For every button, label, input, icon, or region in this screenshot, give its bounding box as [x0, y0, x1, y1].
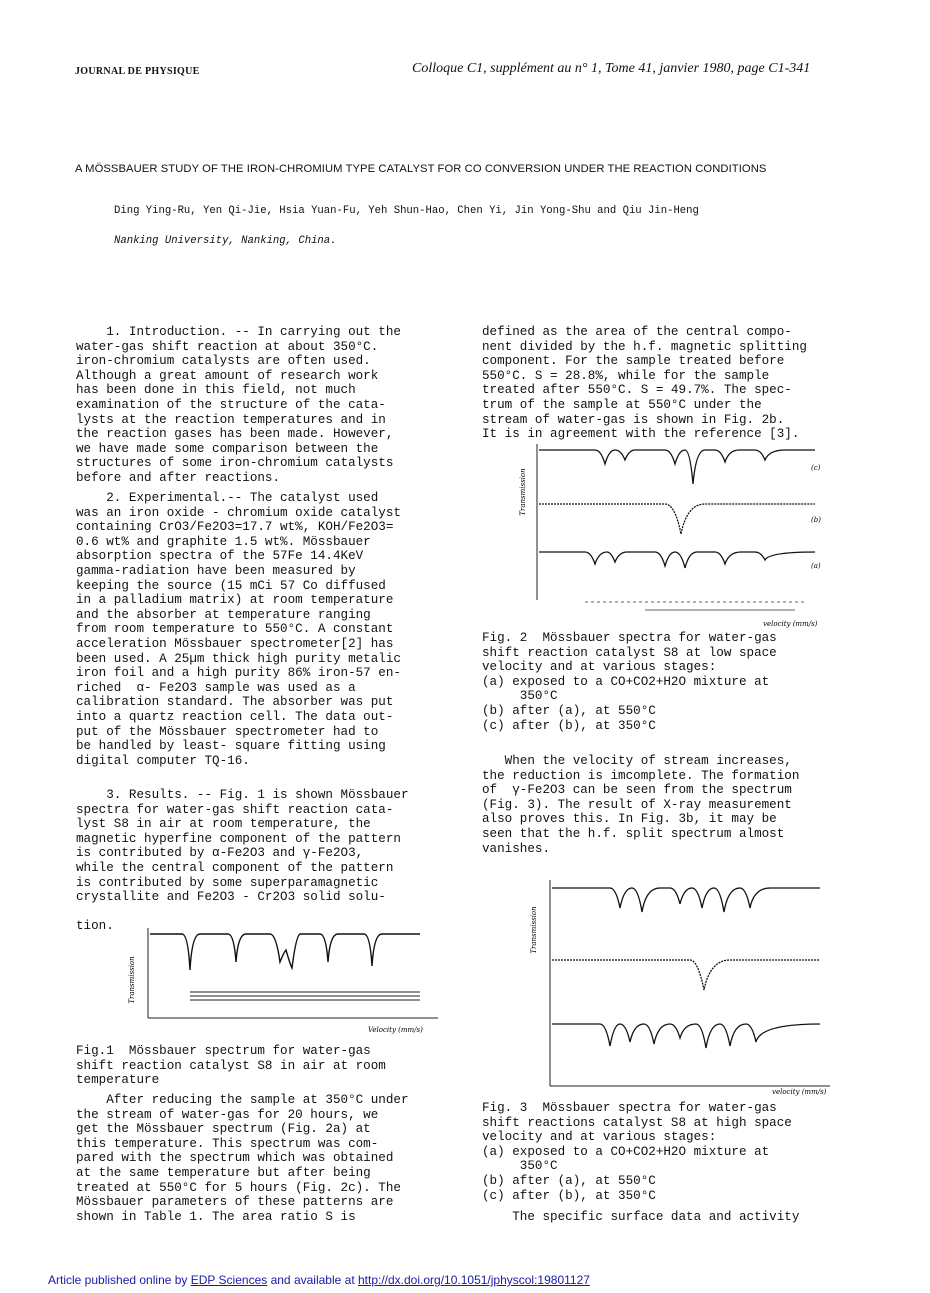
fig3-ylabel: Transmission [530, 906, 538, 954]
section-velocity: When the velocity of stream increases, the reduction is imcomplete. The formation of γ-Fe2O3 can be seen from the spectrum (Fig. 3). The result of X-ray measurement also proves this. In Fig. 3b, it may be seen that the h.f. split spectrum almost vanishes. [482, 754, 800, 856]
section-experimental: 2. Experimental.-- The catalyst used was an iron oxide - chromium oxide catalyst containing CrO3/Fe2O3=17.7 wt%, KOH/Fe2O3= 0.6 wt% and graphite 1.5 wt%. Mössbauer absorption spectra of the 57Fe 14.4KeV gamma-radiation have been measured by keeping the source (15 mCi 57 Co diffused in a palladium matrix) at room temperature and the absorber at temperature ranging from room temperature to 550°C. A constant acceleration Mössbauer spectrometer[2] has been used. A 25µm thick high purity metalic iron foil and a high purity 86% iron-57 en- riched α- Fe2O3 sample was used as a calibration standard. The absorber was put into a quartz reaction cell. The data out- put of the Mössbauer spectrometer had to be handled by least- square fitting using digital computer TQ-16. [76, 491, 401, 768]
doi-link[interactable]: http://dx.doi.org/10.1051/jphyscol:19801127 [357, 1273, 590, 1287]
fig2-spectrum-a [539, 552, 815, 568]
fig2-label-b: (b) [811, 516, 821, 524]
fig2-label-a: (a) [811, 562, 821, 570]
fig1-ylabel: Transmission [128, 956, 136, 1004]
section-specific: The specific surface data and activity [482, 1210, 800, 1224]
section-defined: defined as the area of the central compo- nent divided by the h.f. magnetic splitting component. For the sample treated before 550°C. S = 28.8%, while for the sample treated after 550°C. S = 49.7%. The spec- trum of the sample at 550°C under the stream of water-gas is shown in Fig. 2b. It is in agreement with the reference [3]. [482, 325, 807, 442]
fig3-xlabel: velocity (mm/s) [772, 1088, 827, 1096]
fig1-caption: Fig.1 Mössbauer spectrum for water-gas shift reaction catalyst S8 in air at room temperature [76, 1044, 386, 1088]
figure-2 [515, 440, 835, 630]
publisher-link[interactable]: EDP Sciences [190, 1273, 268, 1287]
journal-name: JOURNAL DE PHYSIQUE [75, 66, 200, 77]
section-results: 3. Results. -- Fig. 1 is shown Mössbauer spectra for water-gas shift reaction cata- lyst S8 in air at room temperature, the magnetic hyperfine component of the pattern is contributed by α-Fe2O3 and γ-Fe2O3, while the central component of the pattern is contributed by some superparamagnetic crystallite and Fe2O3 - Cr2O3 solid solu- [76, 788, 409, 905]
figure-1 [120, 922, 450, 1038]
results-tail: tion. [76, 919, 114, 933]
footer [48, 1273, 590, 1287]
fig1-spectrum [150, 934, 420, 970]
footer-middle: and available at [267, 1273, 358, 1287]
paper-title: A MÖSSBAUER STUDY OF THE IRON-CHROMIUM TYPE CATALYST FOR CO CONVERSION UNDER THE REACTION CONDITIONS [75, 163, 767, 175]
fig2-label-c: (c) [811, 464, 821, 472]
affiliation: Nanking University, Nanking, China. [114, 235, 337, 247]
citation: Colloque C1, supplément au n° 1, Tome 41, janvier 1980, page C1-341 [412, 61, 811, 76]
footer-prefix: Article published online by [48, 1273, 191, 1287]
section-after-reducing: After reducing the sample at 350°C under the stream of water-gas for 20 hours, we get the Mössbauer spectrum (Fig. 2a) at this temperature. This spectrum was com- pared with the spectrum which was obtained at the same temperature but after being treated at 550°C for 5 hours (Fig. 2c). The Mössbauer parameters of these patterns are shown in Table 1. The area ratio S is [76, 1093, 409, 1224]
fig2-spectrum-c [539, 450, 815, 484]
section-introduction: 1. Introduction. -- In carrying out the water-gas shift reaction at about 350°C. iron-chromium catalysts are often used. Although a great amount of research work has been done in this field, not much examination of the structure of the cata- lysts at the reaction temperatures and in the reaction gases has been made. However, we have made some comparison between the structures of some iron-chromium catalysts before and after reactions. [76, 325, 401, 485]
fig3-spectrum-b [552, 960, 820, 990]
fig2-caption: Fig. 2 Mössbauer spectra for water-gas shift reaction catalyst S8 at low space velocity and at various stages: (a) exposed to a CO+CO2+H2O mixture at 350°C (b) after (a), at 550°C (c) after (b), at 350°C [482, 631, 777, 733]
fig2-xlabel: velocity (mm/s) [763, 620, 818, 628]
authors: Ding Ying-Ru, Yen Qi-Jie, Hsia Yuan-Fu, Yeh Shun-Hao, Chen Yi, Jin Yong-Shu and Qiu Jin-Heng [114, 205, 699, 217]
figure-3 [520, 876, 840, 1096]
fig3-caption: Fig. 3 Mössbauer spectra for water-gas shift reactions catalyst S8 at high space velocity and at various stages: (a) exposed to a CO+CO2+H2O mixture at 350°C (b) after (a), at 550°C (c) after (b), at 350°C [482, 1101, 792, 1203]
fig2-spectrum-b [539, 504, 815, 534]
fig1-xlabel: Velocity (mm/s) [368, 1026, 423, 1034]
fig3-spectrum-a [552, 1024, 820, 1048]
fig2-ylabel: Transmission [519, 468, 527, 516]
fig3-spectrum-c [552, 888, 820, 912]
